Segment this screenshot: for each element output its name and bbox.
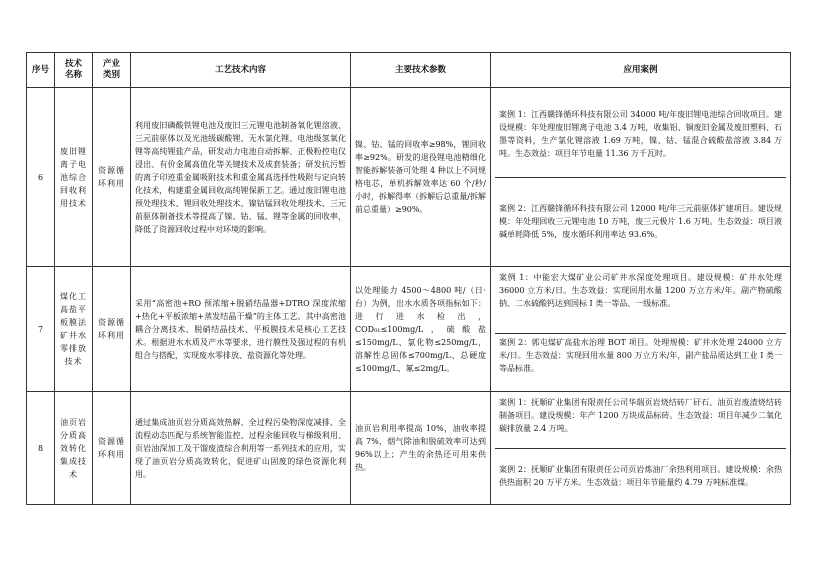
header-params: 主要技术参数 (351, 53, 491, 88)
case-item: 案例 1：江西赣锋循环科技有限公司 34000 吨/年废旧锂电池综合回收项目。建设规模：年处理废旧锂离子电池 3.4 万吨，收集铝、铜废旧金属及废旧塑料、石墨等资料，生产氯化锂溶液 1.69 万吨，镍、钴、锰混合硫酸盐溶液 3.84 万吨。生态效益：项目年节电量 11.36 万千瓦时。 (499, 109, 782, 158)
process-content: 利用废旧磷酸铁锂电池及废旧三元锂电池制备氧化锂溶液、三元前驱体以及光池级碳酸锂、无水氯化锂、电池级氢氧化锂等高纯锂盐产品，研发动力电池自动拆解、正极粉控电仪浸出、有价金属高值化等关键技术及成套装备；研发抗污暂的离子印迹重金属吸附技术和重金属高选择性吸附与定向转化技术，构建重金属回收高纯锂保新工艺。通过废旧锂电池预处理技术、锂回收处理技术、镍钴锰回收处理技术、三元前驱体制备技术等提高了镍、钴、锰、锂等金属的回收率，降低了资源回收过程中对环境的影响。 (131, 88, 351, 267)
industry-category: 资源循环利用 (93, 88, 131, 267)
application-cases (491, 392, 791, 505)
technology-name: 废旧锂离子电池综合回收利用技术 (55, 88, 93, 267)
technology-table (26, 52, 791, 505)
header-category: 产业 类别 (93, 53, 131, 88)
case-item: 案例 1：抚顺矿业集团有限责任公司华瑞页岩烧结砖厂矸石、油页岩废渣烧结砖制备项目。建设规模：年产 1200 万块成品标砖。生态效益：项目年减少二氧化碳排放量 2.4 万吨。 (499, 398, 782, 433)
technical-params: 镍、钴、锰的回收率≥98%，锂回收率≥92%。研发的退役锂电池精细化智能拆解装备可处理 4 种以上不同规格电芯，单机拆解效率达 60 个/秒/小时，拆解得率（拆解后总重量/拆解前总重量）≥90%。 (351, 88, 491, 267)
row-number: 6 (27, 88, 55, 267)
header-cases: 应用案例 (491, 53, 791, 88)
technology-name: 煤化工高盐平板膜法矿井水零排放技术 (55, 267, 93, 392)
case-item: 案例 2：江西赣锋循环科技有限公司 12000 吨/年三元前驱体扩建项目。建设规模：年处理回收三元锂电池 10 万吨，废三元极片 1.6 万吨。生态效益：项目液碱单耗降低 5%，废水循环利用率达 93.6%。 (495, 177, 786, 264)
technology-name: 油页岩分质高效转化集成技术 (55, 392, 93, 505)
industry-category: 资源循环利用 (93, 267, 131, 392)
header-no: 序号 (27, 53, 55, 88)
header-content: 工艺技术内容 (131, 53, 351, 88)
technical-params: 油页岩利用率提高 10%，油收率提高 7%，烟气除油和脱硫效率可达到 96%以上；产生的余热还可用来供热。 (351, 392, 491, 505)
row-number: 8 (27, 392, 55, 505)
table-row (27, 267, 791, 392)
process-content: 通过集成油页岩分质高效热解、全过程污染物深度减排、全流程动态匹配与系统智能监控、过程余能回收与梯级利用、页岩油深加工及干馏废渣综合利用等一系列技术的应用，实现了油页岩分质高效转化，促进矿山固废的绿色资源化利用。 (131, 392, 351, 505)
application-cases (491, 267, 791, 392)
application-cases (491, 88, 791, 267)
industry-category: 资源循环利用 (93, 392, 131, 505)
table-row (27, 392, 791, 505)
case-item: 案例 2：郭屯煤矿高盐水治理 BOT 项目。处理规模：矿井水处理 24000 立方米/日。生态效益：实现回用水量 800 万立方米/年，副产盐品质达到工业 I 类一等品标准。 (495, 333, 786, 389)
row-number: 7 (27, 267, 55, 392)
technical-params: 以处理能力 4500～4800 吨/（日·台）为例，出水水质各项指标如下：进行进水检出，COD₀₁≤100mg/L，硫酸盐≤150mg/L、氯化物≤250mg/L，溶解性总固体≤700mg/L、总硬度≤100mg/L、氟≤2mg/L。 (351, 267, 491, 392)
case-item: 案例 2：抚顺矿业集团有限责任公司页岩炼油厂余热利用项目。建设规模：余热供热面积 20 万平方米。生态效益：项目年节能量约 4.79 万吨标准煤。 (495, 448, 786, 502)
header-row (27, 53, 791, 88)
process-content: 采用“高密池+RO 预浓缩+脱硝结晶器+DTRO 深度浓缩+热化+平板浓缩+蒸发结晶干燥”的主体工艺。其中高密池耦合分离技术、脱硝结晶技术、平板膜技术是核心工艺技术。根据进水水质及产水等要求，进行膜性及强过程的有机组合与搭配，实现废水零排放、盐资源化等处理。 (131, 267, 351, 392)
header-name: 技术 名称 (55, 53, 93, 88)
case-item: 案例 1：中能宏大煤矿业公司矿井水深度处理项目。建设规模：矿井水处理 36000 立方米/日。生态效益：实现回用水量 1200 万立方米/年。副产物硫酸钠、二水硫酸钙达到国标 I 类一等品、一级标准。 (499, 273, 782, 308)
table-row (27, 88, 791, 267)
